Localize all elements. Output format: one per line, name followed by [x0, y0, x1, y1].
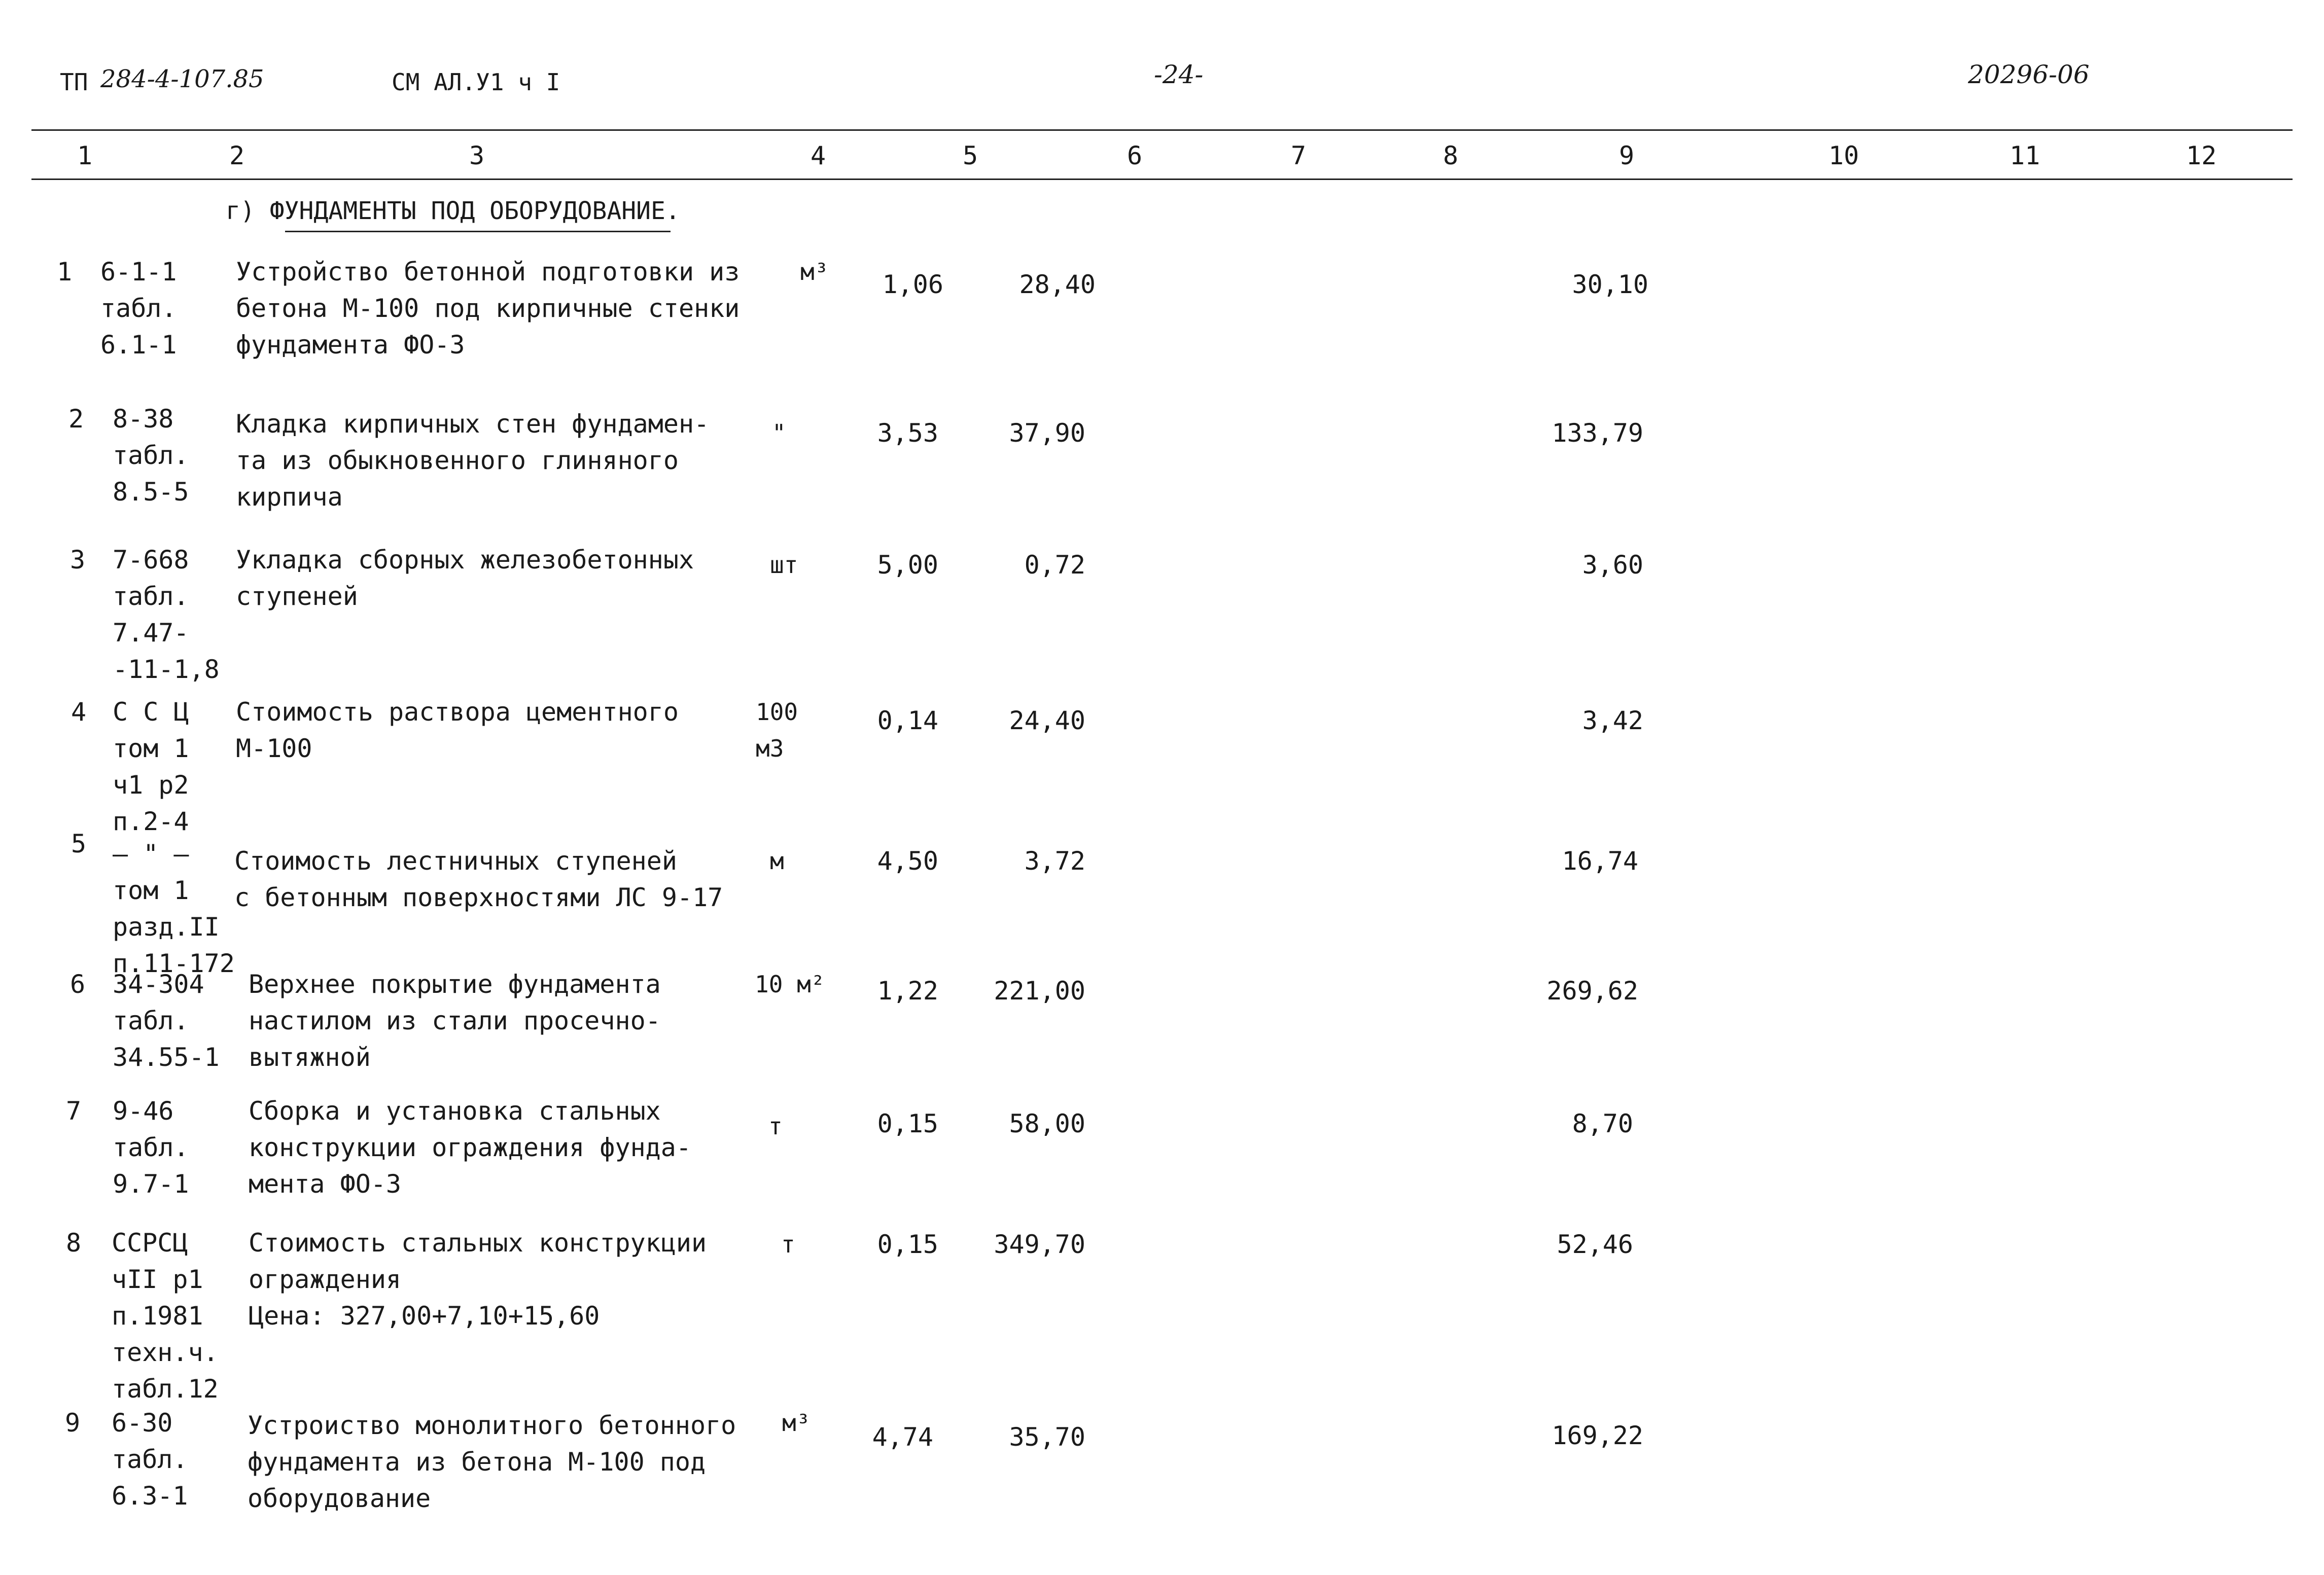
col-header-9: 9 — [1619, 141, 1635, 170]
col-header-6: 6 — [1127, 141, 1143, 170]
row-2-total: 133,79 — [1552, 418, 1643, 448]
row-5-unit: м — [770, 847, 784, 875]
row-8-reference: ССРСЦ чII р1 п.1981 техн.ч. табл.12 — [112, 1228, 219, 1404]
row-8-unit-price: 349,70 — [994, 1230, 1085, 1259]
row-3-quantity: 5,00 — [877, 550, 938, 580]
row-6-unit-price: 221,00 — [994, 976, 1085, 1006]
section-underline — [285, 231, 671, 232]
row-5-description: Стоимость лестничных ступеней с бетонным поверхностями ЛС 9-17 — [234, 846, 723, 912]
row-9-number: 9 — [65, 1408, 81, 1438]
row-9-total: 169,22 — [1552, 1421, 1643, 1450]
row-7-total: 8,70 — [1572, 1109, 1633, 1138]
row-5-reference: — " — том 1 разд.II п.11-172 — [113, 839, 235, 978]
row-4-number: 4 — [71, 697, 87, 727]
row-5-number: 5 — [71, 829, 87, 858]
col-header-8: 8 — [1443, 141, 1459, 170]
row-4-description: Стоимость раствора цементного М-100 — [236, 697, 679, 763]
row-2-number: 2 — [68, 404, 84, 434]
col-header-4: 4 — [811, 141, 826, 170]
row-3-number: 3 — [70, 545, 86, 575]
row-1-number: 1 — [57, 257, 73, 287]
row-9-reference: 6-30 табл. 6.3-1 — [112, 1408, 188, 1511]
row-1-unit: м³ — [800, 258, 829, 285]
col-header-7: 7 — [1291, 141, 1307, 170]
top-rule — [31, 129, 2293, 131]
row-7-reference: 9-46 табл. 9.7-1 — [113, 1096, 189, 1199]
row-5-total: 16,74 — [1562, 846, 1638, 876]
row-4-reference: С С Ц том 1 ч1 р2 п.2-4 — [113, 697, 189, 836]
row-1-total: 30,10 — [1572, 270, 1648, 299]
row-6-description: Верхнее покрытие фундамента настилом из стали просечно- вытяжной — [249, 970, 661, 1072]
row-1-quantity: 1,06 — [882, 270, 943, 299]
row-1-reference: 6-1-1 табл. 6.1-1 — [100, 257, 177, 360]
row-2-quantity: 3,53 — [877, 418, 938, 448]
col-header-12: 12 — [2186, 141, 2217, 170]
row-6-quantity: 1,22 — [877, 976, 938, 1006]
row-3-reference: 7-668 табл. 7.47- -11-1,8 — [113, 545, 220, 684]
row-6-number: 6 — [70, 970, 86, 999]
row-1-description: Устройство бетонной подготовки из бетона М-100 под кирпичные стенки фундамента ФО-3 — [236, 257, 740, 360]
row-5-quantity: 4,50 — [877, 846, 938, 876]
row-6-reference: 34-304 табл. 34.55-1 — [113, 970, 220, 1072]
row-4-quantity: 0,14 — [877, 706, 938, 735]
row-2-reference: 8-38 табл. 8.5-5 — [113, 404, 189, 507]
col-header-11: 11 — [2010, 141, 2040, 170]
row-6-total: 269,62 — [1546, 976, 1638, 1006]
row-4-unit-price: 24,40 — [1009, 706, 1085, 735]
row-7-number: 7 — [66, 1096, 82, 1126]
row-5-unit-price: 3,72 — [1024, 846, 1085, 876]
project-code-handwritten: 284-4-107.85 — [100, 65, 264, 93]
page-number: -24- — [1154, 60, 1204, 89]
row-1-unit-price: 28,40 — [1019, 270, 1096, 299]
document-number: 20296-06 — [1968, 60, 2090, 89]
row-9-description: Устроиство монолитного бетонного фундамента из бетона М-100 под оборудование — [248, 1411, 736, 1513]
row-8-unit: т — [781, 1231, 795, 1258]
row-9-unit: м³ — [782, 1409, 811, 1437]
row-9-quantity: 4,74 — [872, 1422, 933, 1452]
row-6-unit: 10 м² — [755, 971, 825, 998]
row-4-total: 3,42 — [1582, 706, 1643, 735]
estimate-code: СМ АЛ.У1 ч I — [392, 68, 560, 96]
row-2-unit-price: 37,90 — [1009, 418, 1085, 448]
row-8-quantity: 0,15 — [877, 1230, 938, 1259]
section-title: г) ФУНДАМЕНТЫ ПОД ОБОРУДОВАНИЕ. — [226, 197, 680, 225]
col-header-1: 1 — [77, 141, 93, 170]
row-3-unit: шт — [770, 551, 798, 579]
row-9-unit-price: 35,70 — [1009, 1422, 1085, 1452]
project-code-typed: ТП — [60, 68, 88, 96]
row-7-description: Сборка и установка стальных конструкции ограждения фунда- мента ФО-3 — [249, 1096, 691, 1199]
col-header-3: 3 — [469, 141, 485, 170]
row-2-unit: " — [772, 419, 786, 447]
row-8-total: 52,46 — [1557, 1230, 1633, 1259]
header-rule — [31, 178, 2293, 180]
row-8-description: Стоимость стальных конструкции ограждения Цена: 327,00+7,10+15,60 — [249, 1228, 707, 1331]
row-7-unit-price: 58,00 — [1009, 1109, 1085, 1138]
row-7-unit: т — [768, 1113, 783, 1140]
row-7-quantity: 0,15 — [877, 1109, 938, 1138]
row-3-unit-price: 0,72 — [1024, 550, 1085, 580]
col-header-10: 10 — [1828, 141, 1859, 170]
col-header-2: 2 — [229, 141, 245, 170]
row-8-number: 8 — [66, 1228, 82, 1258]
row-4-unit: 100 м3 — [756, 698, 798, 762]
col-header-5: 5 — [963, 141, 978, 170]
row-3-description: Укладка сборных железобетонных ступеней — [236, 545, 694, 611]
row-2-description: Кладка кирпичных стен фундамен- та из обыкновенного глиняного кирпича — [236, 409, 710, 512]
row-3-total: 3,60 — [1582, 550, 1643, 580]
